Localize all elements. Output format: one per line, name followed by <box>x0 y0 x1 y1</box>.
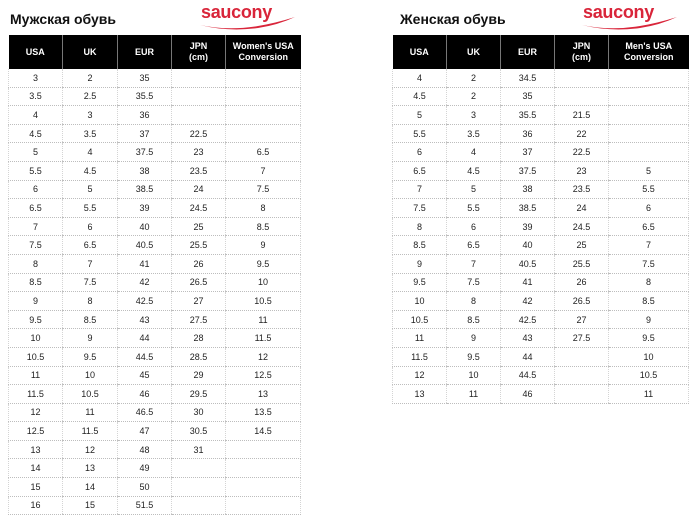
table-cell: 3 <box>63 106 118 125</box>
table-cell: 36 <box>501 124 555 143</box>
column-header: Men's USA Conversion <box>609 35 689 69</box>
table-cell: 7 <box>226 161 301 180</box>
table-cell: 10.5 <box>9 347 63 366</box>
table-cell <box>609 87 689 106</box>
table-cell: 7 <box>393 180 447 199</box>
table-row <box>9 329 301 348</box>
table-cell: 12 <box>63 440 118 459</box>
table-cell: 30 <box>172 403 226 422</box>
table-cell: 22.5 <box>555 143 609 162</box>
table-row <box>9 459 301 478</box>
table-cell: 21.5 <box>555 106 609 125</box>
table-cell: 31 <box>172 440 226 459</box>
table-cell: 10 <box>609 347 689 366</box>
table-cell: 11 <box>393 329 447 348</box>
table-cell: 11 <box>447 385 501 404</box>
table-cell: 39 <box>118 199 172 218</box>
table-row <box>393 106 689 125</box>
table-header-row <box>9 35 301 69</box>
table-cell: 40.5 <box>501 254 555 273</box>
table-cell: 9.5 <box>609 329 689 348</box>
saucony-logo <box>580 2 680 30</box>
table-cell: 6 <box>63 217 118 236</box>
table-cell: 43 <box>501 329 555 348</box>
table-cell: 11.5 <box>226 329 301 348</box>
mens-size-table <box>8 35 301 515</box>
table-row <box>393 347 689 366</box>
table-row <box>393 217 689 236</box>
table-cell: 35 <box>501 87 555 106</box>
table-cell: 9 <box>63 329 118 348</box>
table-cell: 42 <box>501 292 555 311</box>
logo-wordmark: saucony <box>583 2 654 22</box>
table-cell: 23.5 <box>555 180 609 199</box>
table-cell: 42.5 <box>118 292 172 311</box>
table-cell: 25.5 <box>172 236 226 255</box>
table-cell: 3.5 <box>63 124 118 143</box>
saucony-swoosh-icon <box>198 16 298 30</box>
table-cell: 7.5 <box>63 273 118 292</box>
table-cell: 12.5 <box>9 422 63 441</box>
table-row <box>393 236 689 255</box>
table-cell: 37 <box>118 124 172 143</box>
column-header: JPN (cm) <box>555 35 609 69</box>
table-cell: 4.5 <box>63 161 118 180</box>
table-cell: 44.5 <box>501 366 555 385</box>
table-row <box>393 143 689 162</box>
table-cell <box>172 106 226 125</box>
table-cell: 7 <box>609 236 689 255</box>
table-cell: 5.5 <box>447 199 501 218</box>
table-cell: 3.5 <box>9 87 63 106</box>
table-cell: 9 <box>9 292 63 311</box>
table-cell: 10.5 <box>63 385 118 404</box>
table-row <box>393 329 689 348</box>
table-cell: 46.5 <box>118 403 172 422</box>
table-row <box>393 254 689 273</box>
table-cell: 5.5 <box>9 161 63 180</box>
table-cell: 27 <box>172 292 226 311</box>
table-cell: 28 <box>172 329 226 348</box>
table-cell: 9.5 <box>447 347 501 366</box>
table-row <box>9 366 301 385</box>
table-cell: 6 <box>609 199 689 218</box>
table-cell: 25 <box>172 217 226 236</box>
table-cell: 8 <box>63 292 118 311</box>
table-cell: 5 <box>9 143 63 162</box>
column-header: EUR <box>501 35 555 69</box>
table-cell: 4.5 <box>9 124 63 143</box>
table-row <box>393 385 689 404</box>
table-cell: 10.5 <box>609 366 689 385</box>
table-row <box>393 273 689 292</box>
table-cell: 44 <box>118 329 172 348</box>
table-cell: 40 <box>501 236 555 255</box>
table-row <box>9 180 301 199</box>
table-cell: 12 <box>393 366 447 385</box>
table-row <box>393 292 689 311</box>
table-cell: 46 <box>118 385 172 404</box>
table-cell: 8.5 <box>447 310 501 329</box>
logo-wordmark: saucony <box>201 2 272 22</box>
table-cell: 39 <box>501 217 555 236</box>
table-cell <box>172 69 226 87</box>
table-cell: 51.5 <box>118 496 172 515</box>
table-cell: 8.5 <box>226 217 301 236</box>
table-cell: 8 <box>9 254 63 273</box>
table-row <box>9 310 301 329</box>
table-cell: 9 <box>447 329 501 348</box>
womens-size-table <box>392 35 689 404</box>
table-cell: 6.5 <box>63 236 118 255</box>
table-cell: 9 <box>609 310 689 329</box>
table-cell: 6 <box>9 180 63 199</box>
column-header: Women's USA Conversion <box>226 35 301 69</box>
table-cell: 38.5 <box>501 199 555 218</box>
table-cell: 2 <box>447 87 501 106</box>
table-cell: 7.5 <box>447 273 501 292</box>
table-cell: 41 <box>118 254 172 273</box>
table-row <box>393 366 689 385</box>
table-cell: 24.5 <box>555 217 609 236</box>
table-cell: 5 <box>609 161 689 180</box>
table-cell: 49 <box>118 459 172 478</box>
table-cell: 7 <box>63 254 118 273</box>
table-cell: 42 <box>118 273 172 292</box>
table-cell: 4.5 <box>447 161 501 180</box>
table-cell: 7 <box>447 254 501 273</box>
table-cell: 9.5 <box>226 254 301 273</box>
table-cell: 13 <box>393 385 447 404</box>
table-cell: 23 <box>555 161 609 180</box>
table-cell: 34.5 <box>501 69 555 87</box>
table-cell: 37 <box>501 143 555 162</box>
table-cell: 11 <box>63 403 118 422</box>
table-cell: 4 <box>393 69 447 87</box>
table-cell: 16 <box>9 496 63 515</box>
table-cell: 5.5 <box>393 124 447 143</box>
table-cell: 10.5 <box>226 292 301 311</box>
table-cell: 25 <box>555 236 609 255</box>
table-row <box>9 347 301 366</box>
table-cell: 12 <box>226 347 301 366</box>
column-header: USA <box>393 35 447 69</box>
table-cell: 14 <box>9 459 63 478</box>
table-cell: 43 <box>118 310 172 329</box>
table-cell: 4 <box>63 143 118 162</box>
table-cell: 27.5 <box>555 329 609 348</box>
table-cell: 6.5 <box>226 143 301 162</box>
table-cell: 26.5 <box>555 292 609 311</box>
table-row <box>393 161 689 180</box>
table-cell: 9 <box>226 236 301 255</box>
table-cell <box>609 69 689 87</box>
table-cell: 7.5 <box>393 199 447 218</box>
table-cell: 11 <box>9 366 63 385</box>
column-header: UK <box>447 35 501 69</box>
table-cell: 36 <box>118 106 172 125</box>
saucony-logo <box>198 2 298 30</box>
table-cell: 9.5 <box>393 273 447 292</box>
table-cell: 3 <box>9 69 63 87</box>
table-row <box>9 199 301 218</box>
womens-section-title: Женская обувь <box>400 11 506 27</box>
table-cell: 10.5 <box>393 310 447 329</box>
table-cell: 9.5 <box>63 347 118 366</box>
table-cell: 9.5 <box>9 310 63 329</box>
table-row <box>9 87 301 106</box>
table-cell: 14.5 <box>226 422 301 441</box>
table-cell: 25.5 <box>555 254 609 273</box>
table-cell <box>226 87 301 106</box>
table-cell <box>226 69 301 87</box>
table-cell <box>555 69 609 87</box>
table-cell: 8.5 <box>609 292 689 311</box>
table-cell: 27 <box>555 310 609 329</box>
table-cell: 41 <box>501 273 555 292</box>
table-cell: 9 <box>393 254 447 273</box>
table-cell: 37.5 <box>501 161 555 180</box>
table-cell: 22 <box>555 124 609 143</box>
table-cell: 6 <box>447 217 501 236</box>
table-cell: 7.5 <box>226 180 301 199</box>
table-cell: 6.5 <box>9 199 63 218</box>
table-cell: 35.5 <box>118 87 172 106</box>
table-cell: 5.5 <box>609 180 689 199</box>
table-cell: 27.5 <box>172 310 226 329</box>
table-cell: 7.5 <box>609 254 689 273</box>
table-cell: 28.5 <box>172 347 226 366</box>
table-cell: 40 <box>118 217 172 236</box>
table-cell: 44.5 <box>118 347 172 366</box>
table-cell: 30.5 <box>172 422 226 441</box>
table-cell: 8.5 <box>63 310 118 329</box>
table-cell: 8 <box>447 292 501 311</box>
table-cell: 7 <box>9 217 63 236</box>
table-cell: 38.5 <box>118 180 172 199</box>
table-row <box>9 478 301 497</box>
table-cell: 5 <box>393 106 447 125</box>
table-row <box>9 161 301 180</box>
table-cell: 37.5 <box>118 143 172 162</box>
table-cell: 10 <box>226 273 301 292</box>
table-cell: 4 <box>447 143 501 162</box>
column-header: EUR <box>118 35 172 69</box>
table-cell <box>226 478 301 497</box>
table-cell: 11.5 <box>393 347 447 366</box>
table-row <box>393 310 689 329</box>
table-cell: 24.5 <box>172 199 226 218</box>
table-row <box>9 254 301 273</box>
table-cell: 45 <box>118 366 172 385</box>
table-row <box>9 385 301 404</box>
table-cell: 26 <box>172 254 226 273</box>
table-cell: 40.5 <box>118 236 172 255</box>
table-cell: 23.5 <box>172 161 226 180</box>
table-header-row <box>393 35 689 69</box>
table-cell <box>226 440 301 459</box>
table-cell <box>226 106 301 125</box>
table-cell: 3.5 <box>447 124 501 143</box>
table-cell: 6.5 <box>447 236 501 255</box>
saucony-swoosh-icon <box>580 16 680 30</box>
table-cell: 24 <box>555 199 609 218</box>
table-row <box>9 496 301 515</box>
table-row <box>9 106 301 125</box>
table-row <box>9 236 301 255</box>
table-cell: 6.5 <box>393 161 447 180</box>
table-row <box>9 143 301 162</box>
table-cell: 10 <box>447 366 501 385</box>
table-cell <box>555 87 609 106</box>
table-cell <box>609 124 689 143</box>
table-row <box>393 69 689 87</box>
table-row <box>393 199 689 218</box>
table-cell: 46 <box>501 385 555 404</box>
table-cell: 3 <box>447 106 501 125</box>
table-row <box>9 440 301 459</box>
table-cell: 48 <box>118 440 172 459</box>
table-cell: 26.5 <box>172 273 226 292</box>
table-cell <box>609 106 689 125</box>
table-cell <box>172 459 226 478</box>
table-cell: 11.5 <box>9 385 63 404</box>
table-cell: 13.5 <box>226 403 301 422</box>
table-cell <box>172 478 226 497</box>
table-cell: 15 <box>9 478 63 497</box>
table-row <box>9 273 301 292</box>
table-cell: 5 <box>63 180 118 199</box>
table-cell: 42.5 <box>501 310 555 329</box>
table-cell: 44 <box>501 347 555 366</box>
column-header: USA <box>9 35 63 69</box>
table-cell <box>555 385 609 404</box>
table-row <box>9 403 301 422</box>
table-cell: 10 <box>9 329 63 348</box>
table-cell: 12.5 <box>226 366 301 385</box>
table-cell: 8.5 <box>9 273 63 292</box>
table-cell: 7.5 <box>9 236 63 255</box>
table-cell: 8.5 <box>393 236 447 255</box>
table-cell: 14 <box>63 478 118 497</box>
table-cell: 38 <box>501 180 555 199</box>
table-cell: 22.5 <box>172 124 226 143</box>
column-header: JPN (cm) <box>172 35 226 69</box>
table-cell: 4.5 <box>393 87 447 106</box>
table-cell: 38 <box>118 161 172 180</box>
table-cell <box>555 347 609 366</box>
table-cell: 47 <box>118 422 172 441</box>
table-cell: 50 <box>118 478 172 497</box>
table-cell: 13 <box>9 440 63 459</box>
table-cell: 12 <box>9 403 63 422</box>
table-row <box>393 180 689 199</box>
table-row <box>9 124 301 143</box>
table-cell <box>555 366 609 385</box>
table-cell <box>172 87 226 106</box>
table-cell: 26 <box>555 273 609 292</box>
table-cell: 4 <box>9 106 63 125</box>
table-cell: 8 <box>609 273 689 292</box>
table-cell: 2 <box>63 69 118 87</box>
table-row <box>393 87 689 106</box>
table-cell: 35.5 <box>501 106 555 125</box>
table-cell: 10 <box>63 366 118 385</box>
table-cell: 2.5 <box>63 87 118 106</box>
table-row <box>9 422 301 441</box>
table-cell: 15 <box>63 496 118 515</box>
table-cell <box>609 143 689 162</box>
table-cell: 11.5 <box>63 422 118 441</box>
mens-section-title: Мужская обувь <box>10 11 117 27</box>
table-cell: 2 <box>447 69 501 87</box>
table-row <box>9 69 301 87</box>
table-cell: 13 <box>63 459 118 478</box>
table-cell: 13 <box>226 385 301 404</box>
table-cell: 29 <box>172 366 226 385</box>
table-cell: 10 <box>393 292 447 311</box>
column-header: UK <box>63 35 118 69</box>
table-cell: 23 <box>172 143 226 162</box>
table-cell: 35 <box>118 69 172 87</box>
table-row <box>9 217 301 236</box>
table-cell <box>226 496 301 515</box>
table-cell: 6 <box>393 143 447 162</box>
table-cell: 8 <box>393 217 447 236</box>
table-cell: 11 <box>226 310 301 329</box>
table-cell: 6.5 <box>609 217 689 236</box>
table-cell: 29.5 <box>172 385 226 404</box>
table-cell: 5.5 <box>63 199 118 218</box>
table-cell <box>172 496 226 515</box>
table-cell: 24 <box>172 180 226 199</box>
table-cell: 5 <box>447 180 501 199</box>
table-cell <box>226 459 301 478</box>
table-row <box>393 124 689 143</box>
table-cell <box>226 124 301 143</box>
table-cell: 11 <box>609 385 689 404</box>
table-row <box>9 292 301 311</box>
table-cell: 8 <box>226 199 301 218</box>
